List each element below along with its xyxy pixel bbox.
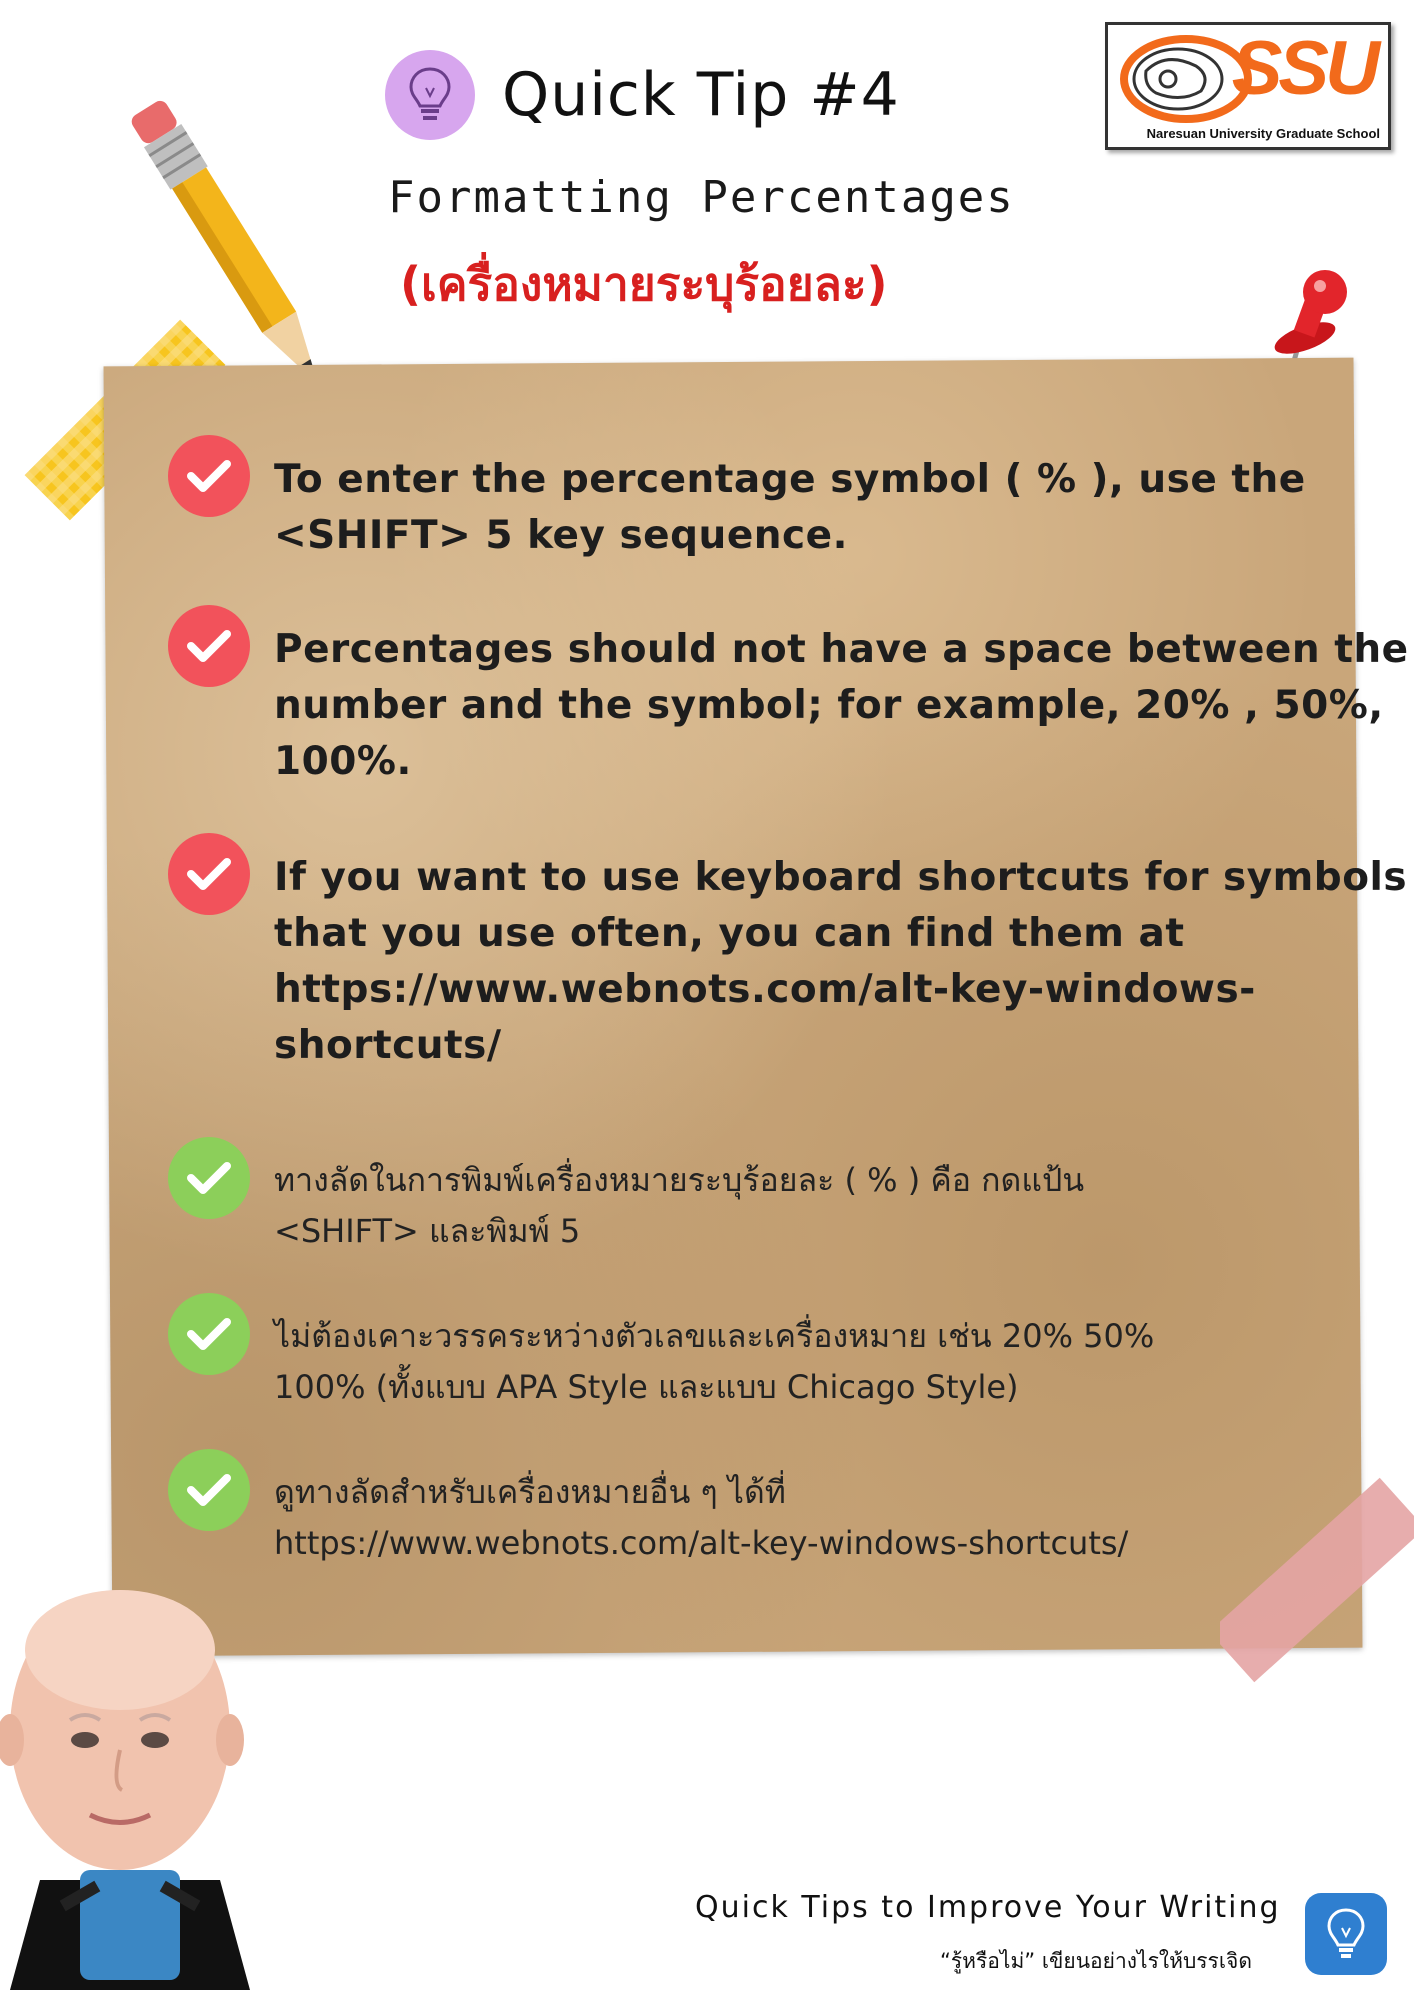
- footer-subtitle: “รู้หรือไม่” เขียนอย่างไรให้บรรเจิด: [940, 1949, 1252, 1973]
- check-icon: [168, 435, 250, 517]
- page-subtitle-thai: (เครื่องหมายระบุร้อยละ): [400, 257, 888, 311]
- mascot-portrait: [0, 1580, 260, 2000]
- page-title: Quick Tip #4: [502, 60, 900, 130]
- tip-en-1: To enter the percentage symbol ( % ), use the <SHIFT> 5 key sequence.: [274, 457, 1306, 558]
- footer-lightbulb-badge: [1305, 1893, 1387, 1975]
- check-icon: [168, 1137, 250, 1219]
- lightbulb-icon: [1324, 1906, 1368, 1962]
- check-icon: [168, 833, 250, 915]
- lightbulb-badge: [385, 50, 475, 140]
- tip-th-2: ไม่ต้องเคาะวรรคระหว่างตัวเลขและเครื่องหมาย เช่น 20% 50% 100% (ทั้งแบบ APA Style และแบบ Chicago Style): [274, 1317, 1155, 1406]
- check-icon: [168, 1293, 250, 1375]
- page-subtitle: Formatting Percentages: [388, 172, 1015, 223]
- check-icon: [168, 605, 250, 687]
- logo-letters: SSU: [1231, 26, 1376, 111]
- check-icon: [168, 1449, 250, 1531]
- lightbulb-icon: [407, 66, 453, 124]
- pink-tape-decoration: [1220, 1470, 1414, 1690]
- university-logo: [1105, 22, 1391, 150]
- tip-en-2: Percentages should not have a space between the number and the symbol; for example, 20% , 50%, 100%.: [274, 627, 1409, 784]
- tip-th-1: ทางลัดในการพิมพ์เครื่องหมายระบุร้อยละ ( % ) คือ กดแป้น <SHIFT> และพิมพ์ 5: [274, 1161, 1085, 1250]
- tip-th-3: ดูทางลัดสำหรับเครื่องหมายอื่น ๆ ได้ที่ https://www.webnots.com/alt-key-windows-shortcuts/: [274, 1473, 1129, 1562]
- tip-en-3: If you want to use keyboard shortcuts for symbols that you use often, you can find them at https://www.webnots.com/alt-key-windows- shortcuts/: [274, 855, 1408, 1068]
- footer-title: Quick Tips to Improve Your Writing: [695, 1890, 1281, 1925]
- logo-caption: Naresuan University Graduate School: [1146, 126, 1380, 141]
